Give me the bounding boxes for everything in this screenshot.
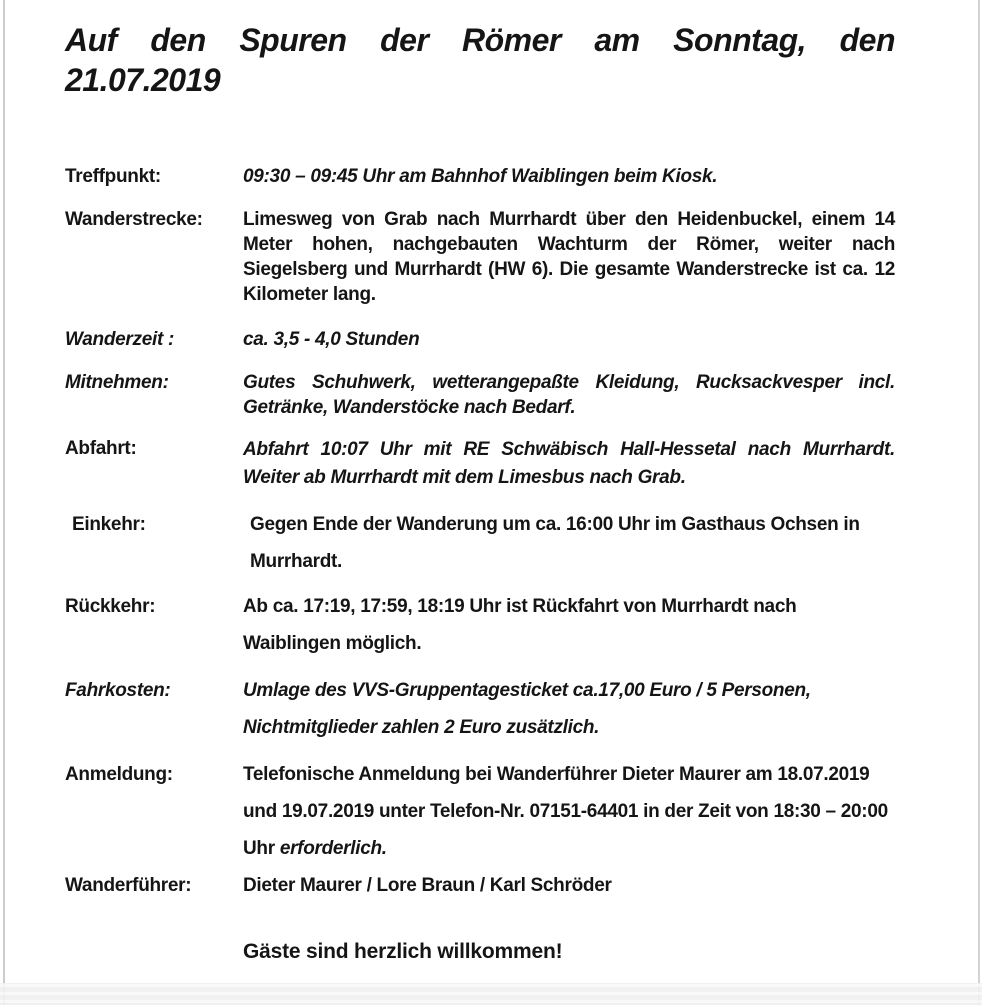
- row-value: Abfahrt 10:07 Uhr mit RE Schwäbisch Hall-Hessetal nach Murrhardt. Weiter ab Murrhardt mit dem Limesbus nach Grab.: [243, 439, 895, 488]
- row-value: Dieter Maurer / Lore Braun / Karl Schröder: [243, 875, 612, 896]
- row-value: ca. 3,5 - 4,0 Stunden: [243, 329, 420, 350]
- anmeldung-emphasis: erforderlich.: [279, 838, 387, 859]
- row-einkehr: [65, 506, 895, 580]
- row-value: [243, 756, 895, 867]
- row-wanderfuehrer: [65, 873, 895, 898]
- row-label: Fahrkosten:: [65, 680, 171, 701]
- document-title: [65, 20, 895, 100]
- row-value: Gutes Schuhwerk, wetterangepaßte Kleidung, Rucksackvesper incl. Getränke, Wanderstöcke nach Bedarf.: [243, 372, 895, 418]
- row-label: Wanderstrecke:: [65, 209, 203, 230]
- row-wanderzeit: [65, 327, 895, 352]
- row-fahrkosten: [65, 672, 895, 746]
- row-mitnehmen: [65, 370, 895, 420]
- row-label: Anmeldung:: [65, 764, 173, 785]
- row-value: Limesweg von Grab nach Murrhardt über den Heidenbuckel, einem 14 Meter hohen, nachgebauten Wachturm der Römer, weiter nach Siegelsberg und Murrhardt (HW 6). Die gesamte Wanderstrecke ist ca. 12 Kilometer lang.: [243, 209, 895, 305]
- row-label: Treffpunkt:: [65, 166, 161, 187]
- document-title-line1: Auf den Spuren der Römer am Sonntag, den: [65, 22, 895, 58]
- row-abfahrt: [65, 436, 895, 492]
- closing-line: Gäste sind herzlich willkommen!: [243, 940, 563, 963]
- info-rows: [65, 164, 895, 898]
- row-label: Wanderführer:: [65, 875, 192, 896]
- row-rueckkehr: [65, 588, 895, 662]
- anmeldung-text: Telefonische Anmeldung bei Wanderführer Dieter Maurer am 18.07.2019 und 19.07.2019 unter Telefon-Nr. 07151-64401 in der Zeit von 18:30 – 20:00 Uhr: [243, 764, 888, 859]
- row-value: 09:30 – 09:45 Uhr am Bahnhof Waiblingen beim Kiosk.: [243, 166, 718, 187]
- row-value: Umlage des VVS-Gruppentagesticket ca.17,00 Euro / 5 Personen, Nichtmitglieder zahlen 2 Euro zusätzlich.: [243, 680, 811, 738]
- row-value: Ab ca. 17:19, 17:59, 18:19 Uhr ist Rückfahrt von Murrhardt nach Waiblingen möglich.: [243, 596, 797, 654]
- row-value: Gegen Ende der Wanderung um ca. 16:00 Uhr im Gasthaus Ochsen in Murrhardt.: [250, 514, 860, 572]
- row-treffpunkt: [65, 164, 895, 189]
- row-label: Wanderzeit :: [65, 329, 175, 350]
- row-anmeldung: [65, 756, 895, 867]
- scan-noise-band: [0, 983, 982, 1005]
- row-label: Einkehr:: [72, 514, 146, 535]
- row-label: Mitnehmen:: [65, 372, 169, 393]
- row-label: Rückkehr:: [65, 596, 156, 617]
- row-label: Abfahrt:: [65, 438, 137, 459]
- document-title-line2: 21.07.2019: [65, 62, 221, 98]
- row-wanderstrecke: [65, 207, 895, 307]
